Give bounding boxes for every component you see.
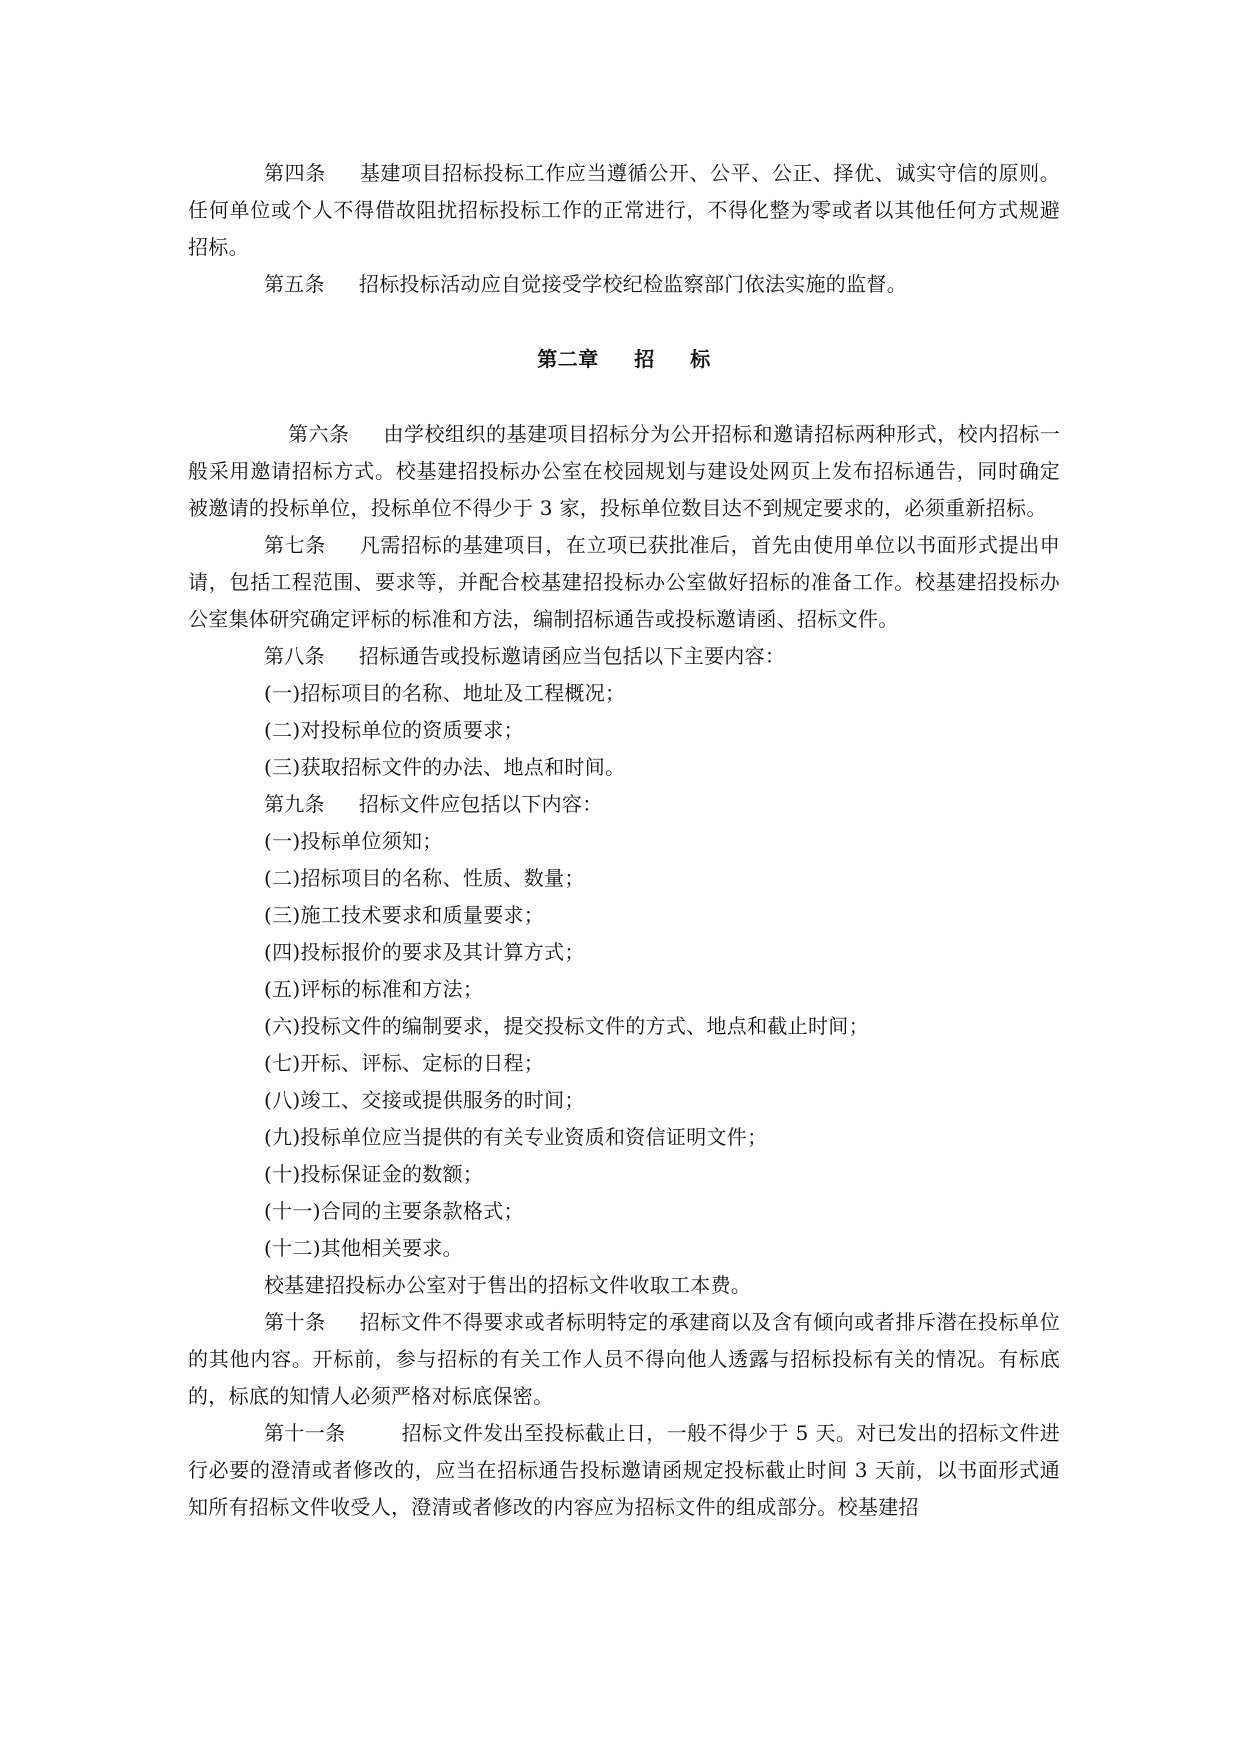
article-label: 第六条 [288, 422, 350, 446]
article-5 [188, 266, 1060, 303]
list-item: (四)投标报价的要求及其计算方式； [264, 940, 585, 964]
article-label: 第七条 [264, 533, 326, 557]
list-item: (七)开标、评标、定标的日程； [264, 1051, 545, 1075]
article-label: 第十条 [264, 1310, 326, 1334]
article-label: 第五条 [264, 272, 325, 296]
list-item: (六)投标文件的编制要求，提交投标文件的方式、地点和截止时间； [264, 1014, 869, 1038]
list-item: (五)评标的标准和方法； [264, 977, 484, 1001]
article-text: 招标通告或投标邀请函应当包括以下主要内容： [358, 644, 786, 668]
article-4 [188, 155, 1060, 266]
article-text: 招标文件应包括以下内容： [358, 792, 603, 816]
article-label: 第十一条 [264, 1421, 346, 1445]
chapter-heading: 第二章 招 标 [537, 347, 711, 371]
article-text: 基建项目招标投标工作应当遵循公开、公平、公正、择优、诚实守信的原则。任何单位或个人不得借故阻扰招标投标工作的正常进行，不得化整为零或者以其他任何方式规避招标。 [188, 161, 1060, 259]
article-8 [188, 638, 1060, 675]
list-item: (十)投标保证金的数额； [264, 1162, 484, 1186]
note-text: 校基建招投标办公室对于售出的招标文件收取工本费。 [264, 1273, 752, 1297]
article-6 [188, 416, 1060, 527]
article-label: 第八条 [264, 644, 325, 668]
list-item: (九)投标单位应当提供的有关专业资质和资信证明文件； [264, 1125, 768, 1149]
article-7 [188, 527, 1060, 638]
article-label: 第四条 [264, 161, 326, 185]
list-item: (一)招标项目的名称、地址及工程概况； [264, 681, 626, 705]
article-10 [188, 1304, 1060, 1415]
article-label: 第九条 [264, 792, 325, 816]
document-page [188, 155, 1060, 1526]
article-9 [188, 786, 1060, 823]
article-text: 招标投标活动应自觉接受学校纪检监察部门依法实施的监督。 [358, 272, 908, 296]
article-11 [188, 1415, 1060, 1526]
list-item: (一)投标单位须知； [264, 829, 443, 853]
list-item: (三)获取招标文件的办法、地点和时间。 [264, 755, 626, 779]
list-item: (三)施工技术要求和质量要求； [264, 903, 545, 927]
list-item: (二)对投标单位的资质要求； [264, 718, 524, 742]
article-text: 招标文件发出至投标截止日，一般不得少于 5 天。对已发出的招标文件进行必要的澄清或者修改的，应当在招标通告投标邀请函规定投标截止时间 3 天前，以书面形式通知所有招标文件收受人，澄清或者修改的内容应为招标文件的组成部分。校基建招 [188, 1421, 1061, 1519]
article-text: 凡需招标的基建项目，在立项已获批准后，首先由使用单位以书面形式提出申请，包括工程范围、要求等，并配合校基建招投标办公室做好招标的准备工作。校基建招投标办公室集体研究确定评标的标准和方法，编制招标通告或投标邀请函、招标文件。 [188, 533, 1060, 631]
article-text: 由学校组织的基建项目招标分为公开招标和邀请招标两种形式，校内招标一般采用邀请招标方式。校基建招投标办公室在校园规划与建设处网页上发布招标通告，同时确定被邀请的投标单位，投标单位不得少于 3 家，投标单位数目达不到规定要求的，必须重新招标。 [188, 422, 1061, 520]
list-item: (二)招标项目的名称、性质、数量； [264, 866, 585, 890]
list-item: (八)竣工、交接或提供服务的时间； [264, 1088, 585, 1112]
list-item: (十一)合同的主要条款格式； [264, 1199, 524, 1223]
list-item: (十二)其他相关要求。 [264, 1236, 463, 1260]
article-text: 招标文件不得要求或者标明特定的承建商以及含有倾向或者排斥潜在投标单位的其他内容。开标前，参与招标的有关工作人员不得向他人透露与招标投标有关的情况。有标底的，标底的知情人必须严格对标底保密。 [188, 1310, 1060, 1408]
